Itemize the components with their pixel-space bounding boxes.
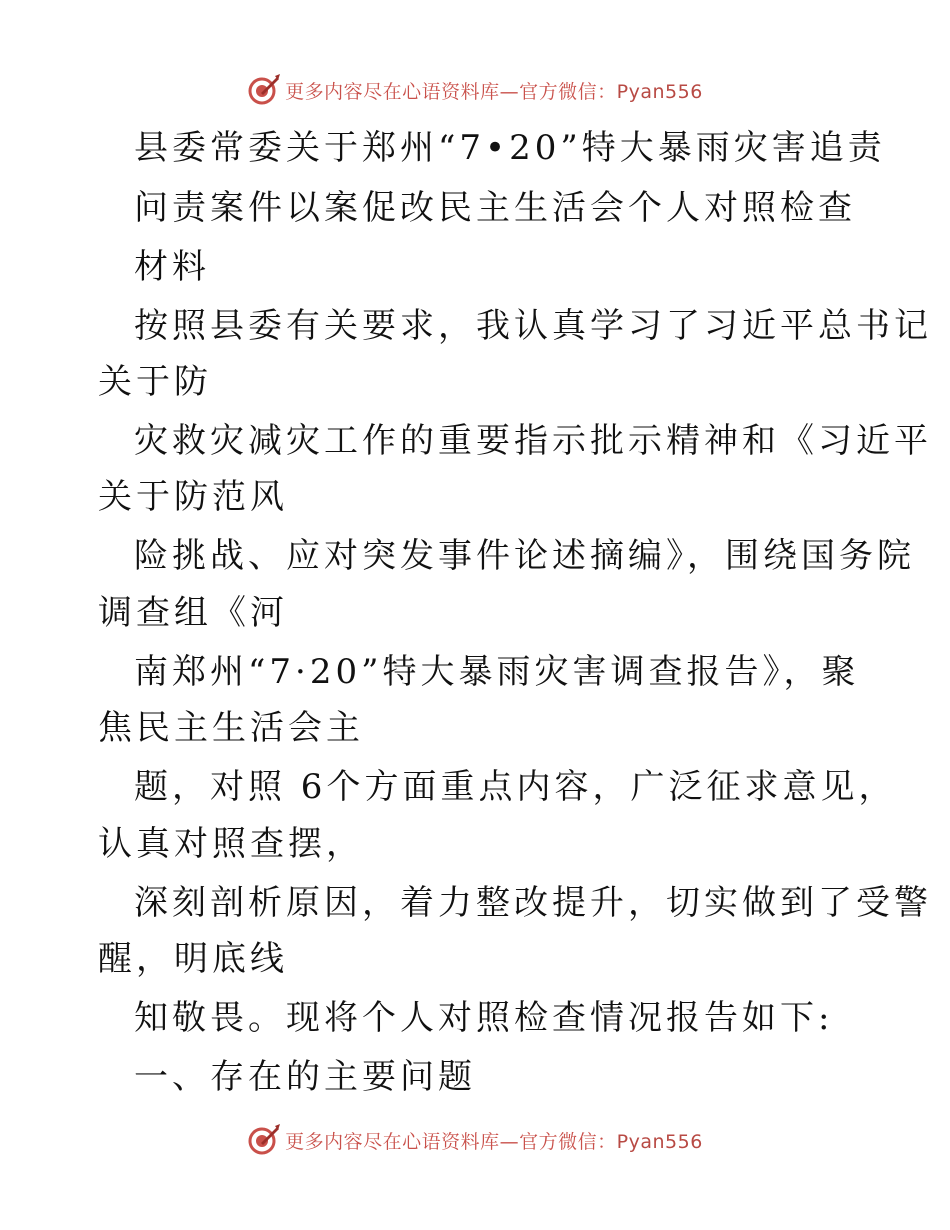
paragraph-line: 题，对照 6个方面重点内容，广泛征求意见， <box>134 767 897 807</box>
footer-banner <box>0 1120 950 1160</box>
header-wechat-id: Pyan556 <box>616 80 703 103</box>
paragraph-line: 深刻剖析原因，着力整改提升，切实做到了受警 <box>134 883 932 923</box>
paragraph-line: 灾救灾减灾工作的重要指示批示精神和《习近平 <box>134 421 932 461</box>
title-line-3: 材料 <box>134 247 210 287</box>
footer-wechat-id: Pyan556 <box>616 1130 703 1153</box>
paragraph-line: 险挑战、应对突发事件论述摘编》，围绕国务院 <box>134 536 915 576</box>
paragraph-line: 知敬畏。现将个人对照检查情况报告如下: <box>134 998 834 1038</box>
section-heading: 一、存在的主要问题 <box>134 1057 476 1097</box>
paragraph-line: 关于防 <box>98 362 212 402</box>
paragraph-line: 按照县委有关要求，我认真学习了习近平总书记 <box>134 306 932 346</box>
title-line-2: 问责案件以案促改民主生活会个人对照检查 <box>134 188 856 228</box>
title-line-1: 县委常委关于郑州“7•20”特大暴雨灾害追责 <box>134 128 886 168</box>
paragraph-line: 焦民主生活会主 <box>98 708 364 748</box>
quill-pen-logo-icon <box>247 1123 281 1157</box>
paragraph-line: 醒，明底线 <box>98 939 288 979</box>
paragraph-line: 认真对照查摆， <box>98 824 364 864</box>
header-site-text: 更多内容尽在心语资料库—官方微信： <box>285 80 617 103</box>
paragraph-line: 调查组《河 <box>98 593 288 633</box>
footer-banner-text <box>285 1127 703 1154</box>
paragraph-line: 关于防范风 <box>98 477 288 517</box>
footer-site-text: 更多内容尽在心语资料库—官方微信： <box>285 1130 617 1153</box>
paragraph-line: 南郑州“7·20”特大暴雨灾害调查报告》，聚 <box>134 652 860 692</box>
